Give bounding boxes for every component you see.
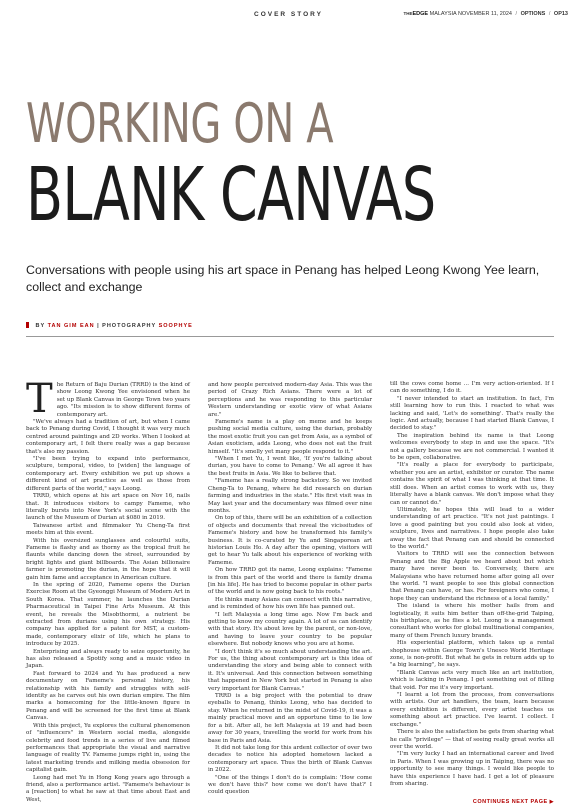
brand-logo: EDGE (412, 11, 429, 17)
drop-cap: T (26, 376, 53, 422)
article-paragraph: There is also the satisfaction he gets from sharing what he calls "privilege" — that of seeing really great works all over the world. (390, 729, 554, 750)
article-paragraph: "I learnt a lot from the process, from conversations with artists. Our art handlers, the team, learn because every exhibition is different, every artist teaches us something about art practice. I've learnt. I collect. I exchange." (390, 692, 554, 728)
section-name: OPTIONS (520, 11, 546, 17)
article-paragraph: Enterprising and always ready to seize opportunity, he has also released a Spotify song and a music video in Japan. (26, 648, 190, 670)
article-paragraph: Taiwanese artist and filmmaker Yu Cheng-Ta first meets him at this event. (26, 522, 190, 537)
brand-prefix: THE (403, 11, 413, 16)
byline-separator: | (97, 323, 100, 329)
article-paragraph: The island is where his mother hails from and logistically, it suits him better than off-the-grid Taiping, his birthplace, as he flies a lot. Leong is a management consultant who works for global multinational companies, many of them French luxury brands. (390, 603, 554, 639)
article-paragraph: Leong had met Yu in Hong Kong years ago through a friend, also a performance artist. "Fameme's behaviour is a [reaction] to what he saw at that time about East and West, (26, 774, 190, 803)
page-number: OP13 (553, 11, 568, 17)
masthead (0, 0, 580, 24)
divider (26, 336, 554, 337)
article-paragraph: "I never intended to start an institution. In fact, I'm still learning how to run this. I reacted to what was lacking and said, 'Let's do something'. That's really the logic. And actually, because I had started Blank Canvas, I decided to stay." (390, 395, 554, 432)
byline-author: TAN GIM EAN (47, 323, 95, 329)
separator: / (515, 11, 518, 17)
article-paragraph: TRRD is a big project with the potential to draw eyeballs to Penang, thinks Leong, who has decided to stay. When he returned in the midst of Covid-19, it was a mainly practical move and an opportune time to lie low for a bit. After all, he left Malaysia at 19 and had been away for 30 years, travelling the world for work from his base in Paris and Asia. (208, 693, 372, 744)
article-paragraph: He thinks many Asians can connect with this narrative, and is reminded of how his own life has panned out. (208, 596, 372, 611)
article-paragraph: Fameme's name is a play on meme and he keeps pushing social media culture, using the durian, probably the most exotic fruit you can get from Asia, as a symbol of Asian exoticism, adds Leong, who does not eat the fruit himself. "It's smelly yet many people respond to it." (208, 419, 372, 455)
article-paragraph: On how TRRD got its name, Leong explains: "Fameme is from this part of the world and there is family drama [in his life]. He has tried to become popular in other parts of the world and is now going back to his roots." (208, 567, 372, 596)
article-paragraph: "Fameme has a really strong backstory. So we invited Cheng-Ta to Penang, where he did research on durian farming and industries in the state." His first visit was in May last year and the documentary was filmed over nine months. (208, 478, 372, 514)
byline-photographer: SOOPHYE (158, 323, 193, 329)
article-column-2 (208, 382, 373, 796)
article-paragraph: With his oversized sunglasses and colourful suits, Fameme is flashy and as thorny as the tropical fruit he flaunts while dancing down the street, surrounded by bright lights and giant billboards. The Asian billionaire farmer is promoting the durian, in the hope that it will gain him fame and acceptance in American culture. (26, 537, 190, 581)
article-paragraph: till the cows come home ... I'm very action-oriented. If I can do something, I do it. (390, 381, 554, 395)
brand-region: MALAYSIA (429, 11, 457, 17)
article-paragraph: "Blank Canvas acts very much like an art institution, which is lacking in Penang. I get something out of filling that void. For me it's very important. (390, 669, 554, 691)
article-paragraph: "We've always had a tradition of art, but when I came back to Penang during Covid, I thought it was very much centred around paintings and 2D works. When I looked at contemporary art, I felt there really was a gap because that's also my passion. (26, 419, 190, 455)
byline (26, 322, 193, 329)
article-paragraph: "It's really a place for everybody to participate, whether you are an artist, exhibitor or curator. The name contains the spirit of what I was thinking at that time. It still does. When an artist comes to work with us, they literally have a blank canvas. We don't impose what they can or cannot do." (390, 462, 554, 506)
continues-next-page (473, 799, 554, 805)
article-paragraph (26, 376, 190, 422)
article-column-1 (26, 376, 190, 803)
arrow-right-icon: ▶ (549, 799, 554, 805)
byline-photo-label: PHOTOGRAPHY (102, 323, 157, 329)
standfirst: Conversations with people using his art space in Penang has helped Leong Kwong Yee learn, collect and exchange (26, 263, 540, 294)
article-paragraph: It did not take long for this ardent collector of over two decades to notice his adopted hometown lacked a contemporary art space. Thus the birth of Blank Canvas in 2022. (208, 744, 372, 774)
article-paragraph: "When I met Yu, I went like, 'If you're talking about durian, you have to come to Penang.' We all agree it has the best fruits in Asia. We like to believe that. (208, 456, 372, 477)
byline-by: BY (35, 323, 46, 329)
article-paragraph: The inspiration behind its name is that Leong welcomes everybody to step in and use the space. "It's not a gallery because we are not commercial. I wanted it to be open, collaborative. (390, 432, 554, 462)
article-paragraph: Fast forward to 2024 and Yu has produced a new documentary on Fameme's personal history, his relationship with his family and struggles with self-identity as he carves out his own durian empire. The film marks a homecoming for the little-known figure in Penang and will be screened for the first time at Blank Canvas. (26, 670, 190, 722)
article-paragraph: "I've been trying to expand into performance, sculpture, temporal, video, to [widen] the language of contemporary art. Every exhibition we put up shows a different kind of art practice as well as those from different parts of the world," says Leong. (26, 456, 190, 492)
article-paragraph: Ultimately, he hopes this will lead to a wider understanding of art practice. "It's not just paintings. I love a good painting but you could also look at video, sculpture, lives and narratives. I hope people also take away the fact that Penang can and should be connected to the world." (390, 506, 554, 550)
publication-info (403, 11, 568, 17)
article-paragraph: "I'm very lucky I had an international career and lived in Paris. When I was growing up in Taiping, there was no opportunity to see many things. I would like people to have this experience I have had. I get a lot of pleasure from sharing. (390, 751, 554, 787)
section-label: COVER STORY (254, 11, 323, 18)
article-paragraph: On top of this, there will be an exhibition of a collection of objects and documents that reveal the vicissitudes of Fameme's history and how he transformed his family's business. It is co-curated by Yu and Singaporean art historian Louis Ho. A day after the opening, visitors will get to hear Yu talk about his experience of working with Fameme. (208, 515, 373, 566)
headline-line-1: WORKING ON A (26, 92, 334, 155)
article-paragraph: His experiential platform, which takes up a rental shophouse within George Town's Unesco World Heritage zone, is non-profit. But what he gets in return adds up to "a big learning", he says. (390, 640, 554, 669)
article-paragraph: and how people perceived modern-day Asia. This was the period of Crazy Rich Asians. There were a lot of perceptions and he was responding to this particular Western understanding or exotic view of what Asians are." (208, 382, 372, 418)
continues-label: CONTINUES NEXT PAGE (472, 799, 548, 805)
article-paragraph: TRRD, which opens at his art space on Nov 16, nails that. It introduces visitors to campy Fameme, who literally bursts into New York's social scene with the launch of the Museum of Durian at $080 in 2019. (26, 493, 190, 522)
article-paragraph: With this project, Yu explores the cultural phenomenon of "influencers" in Western social media, alongside celebrity and food trends in a series of live and filmed performances that appropriate the visual and narrative language of reality TV. Fameme jumps right in, using the latest marketing trends and milking media obsession for capitalist gain. (26, 722, 190, 774)
article-paragraph: "I left Malaysia a long time ago. Now I'm back and getting to know my country again. A lot of us can identify with that story. It's about love by the parent, or non-love, and having to leave your country to be popular elsewhere. But nobody knows who you are at home. (208, 611, 372, 648)
article-paragraph: "I don't think it's so much about understanding the art. For us, the thing about contemporary art is this idea of understanding the story and being able to connect with it. It's universal. And this connection between something that happened in New York but started in Penang is also very important for Blank Canvas." (208, 648, 372, 692)
headline-line-2: BLANK CANVAS (26, 152, 436, 238)
article-paragraph: "One of the things I don't do is complain: 'How come we don't have this?' how come we don't have that?' I could question (208, 774, 372, 796)
article-paragraph: In the spring of 2020, Fameme opens the Durian Exercise Room at the Gyeonggi Museum of Modern Art in South Korea. That summer, he launches the Durian Pharmaceutical in Taipei Fine Arts Museum. At this event, he reveals the Misobthormi, a nutrient be extracted from durians using his own strategy. His company has applied for a patent for MST, a custom-made, contemporary elixir of life, which he plans to introduce by 2025. (26, 581, 190, 648)
separator: / (548, 11, 551, 17)
article-paragraph: Visitors to TRRD will see the connection between Penang and the Big Apple we heard about but which many have never been to. Conversely, there are Malaysians who have returned home after going all over the world. "I want people to see this global connection that Penang can have, or has. For foreigners who come, I hope they can understand the richness of a local family." (390, 551, 554, 602)
byline-marker-icon (26, 322, 29, 328)
issue-date: NOVEMBER 11, 2024 (457, 11, 512, 17)
article-column-3 (390, 381, 554, 789)
article-paragraph-text: he Return of Baju Durian (TRRD) is the kind of show Leong Kwong Yee envisioned when he set up Blank Canvas in George Town two years ago. "Its mission is to show different forms of contemporary art. (56, 382, 190, 418)
